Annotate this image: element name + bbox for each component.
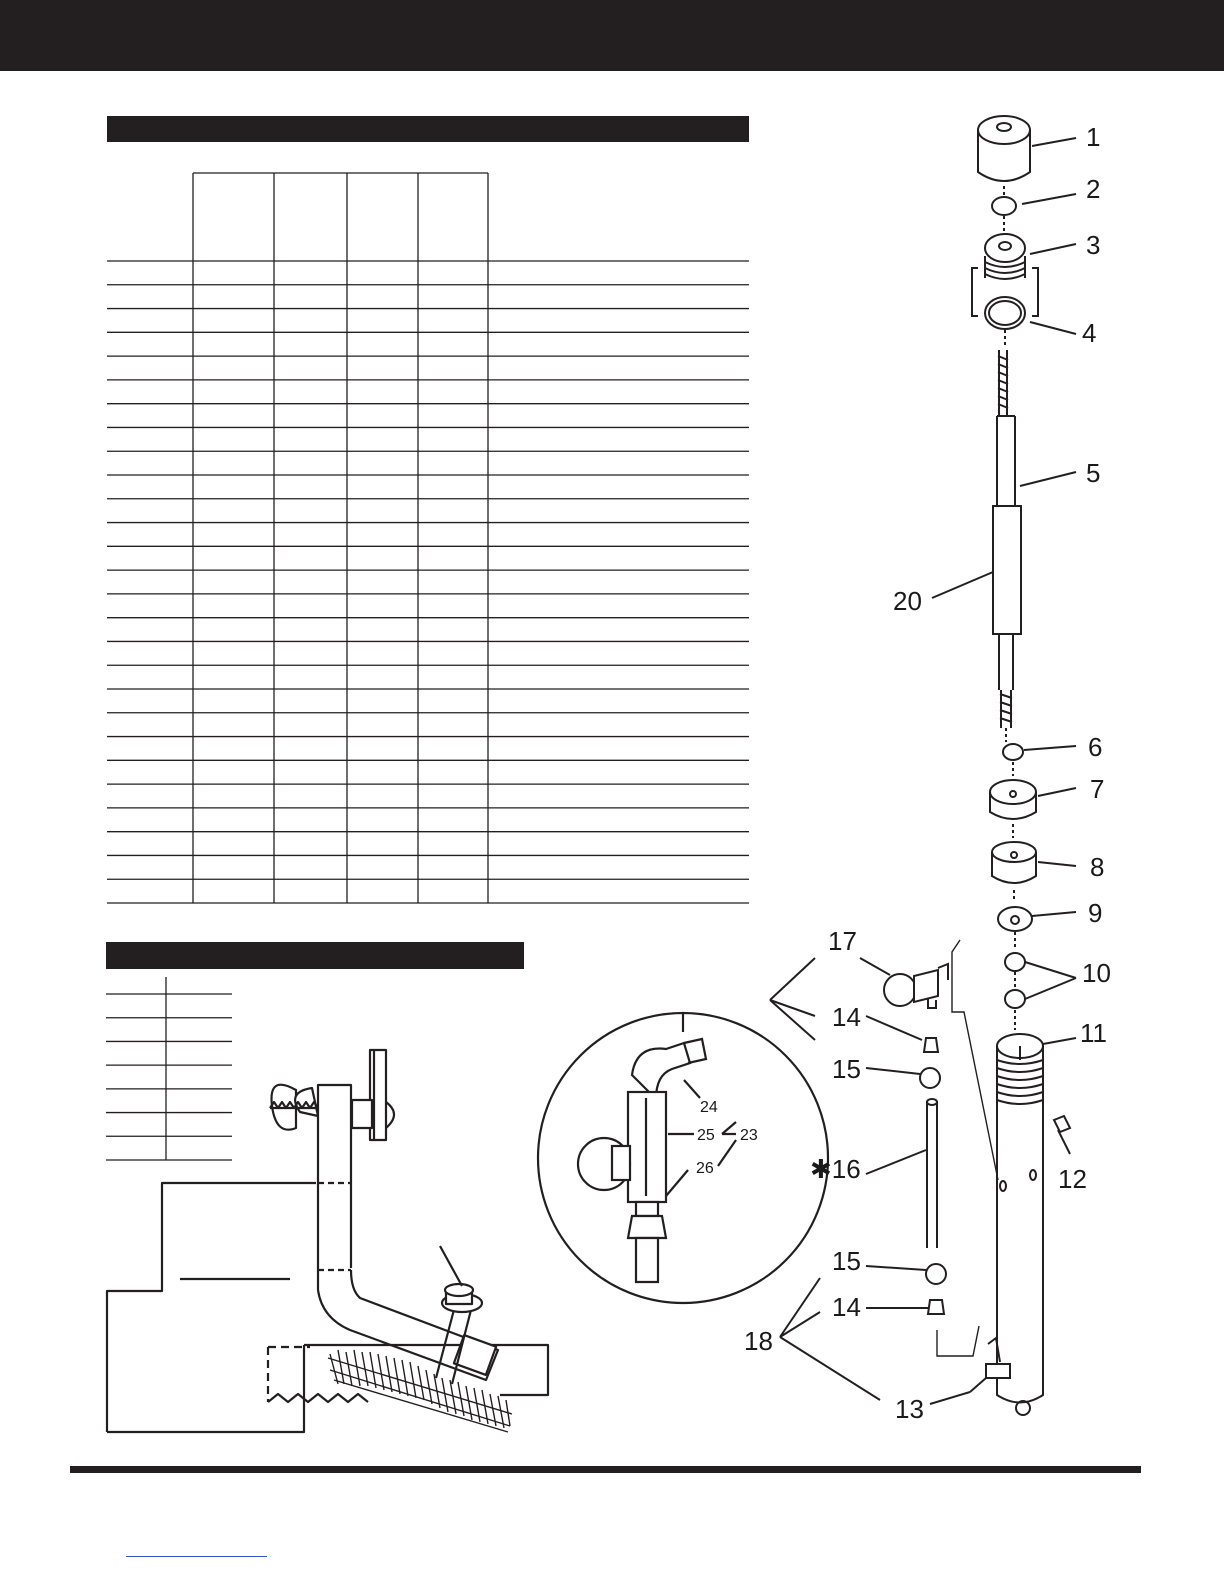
callout-10: 10 <box>1082 958 1111 988</box>
callout-13: 13 <box>895 1394 924 1424</box>
callout-15-lower: 15 <box>832 1246 861 1276</box>
footer-link-underline[interactable] <box>126 1556 267 1557</box>
callout-5: 5 <box>1086 458 1101 488</box>
callout-2: 2 <box>1086 174 1101 204</box>
callout-20: 20 <box>893 586 922 616</box>
callout-9: 9 <box>1088 898 1103 928</box>
brush-assembly-illustration <box>107 1050 548 1432</box>
coolant-valve-detail <box>538 1013 828 1303</box>
callout-1: 1 <box>1086 122 1101 152</box>
callout-8: 8 <box>1090 852 1105 882</box>
callout-12: 12 <box>1058 1164 1087 1194</box>
callout-26: 26 <box>696 1160 714 1177</box>
footer-rule <box>70 1466 1141 1473</box>
callout-3: 3 <box>1086 230 1101 260</box>
parts-list-table <box>107 173 749 903</box>
callout-4: 4 <box>1082 318 1097 348</box>
brush-parts-table <box>106 977 232 1160</box>
callout-24: 24 <box>700 1099 718 1116</box>
callout-23: 23 <box>740 1127 758 1144</box>
callout-7: 7 <box>1090 774 1105 804</box>
callout-17: 17 <box>828 926 857 956</box>
callout-14-lower: 14 <box>832 1292 861 1322</box>
callout-labels <box>696 122 1111 1424</box>
callout-15-upper: 15 <box>832 1054 861 1084</box>
callout-14-upper: 14 <box>832 1002 861 1032</box>
callout-16: ✱16 <box>810 1154 861 1184</box>
callout-11: 11 <box>1080 1018 1107 1048</box>
callout-18: 18 <box>744 1326 773 1356</box>
callout-6: 6 <box>1088 732 1103 762</box>
callout-25: 25 <box>697 1127 715 1144</box>
exploded-column-diagram <box>770 116 1076 1415</box>
